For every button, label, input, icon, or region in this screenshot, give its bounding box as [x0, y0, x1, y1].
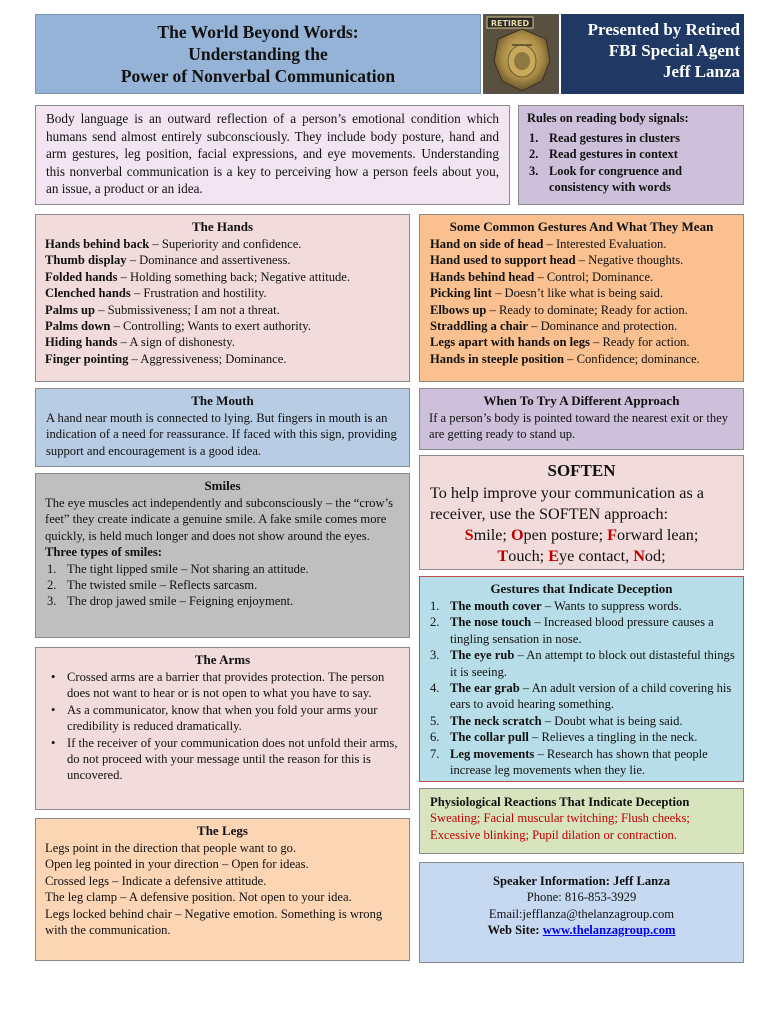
list-item: Hands behind head – Control; Dominance.: [430, 269, 654, 284]
list-item: Palms up – Submissiveness; I am not a threat.: [45, 302, 280, 317]
list-item: Picking lint – Doesn’t like what is being said.: [430, 286, 664, 301]
list-item: 3. Look for congruence and consistency with words: [529, 163, 682, 194]
list-item: 7. Leg movements – Research has shown that people increase leg movements when they lie.: [430, 746, 708, 778]
list-item: Folded hands – Holding something back; Negative attitude.: [45, 269, 351, 284]
list-item: Clenched hands – Frustration and hostility.: [45, 286, 267, 301]
approach-box: [419, 388, 744, 450]
list-item: 6. The collar pull – Relieves a tingling in the neck.: [430, 730, 698, 745]
list-item: 4. The ear grab – An adult version of a child covering his ears to avoid hearing something.: [430, 681, 732, 712]
presenter-line-2: FBI Special Agent: [608, 41, 740, 60]
list-item: 1. The tight lipped smile – Not sharing an attitude.: [47, 561, 309, 576]
list-item: Hand on side of head – Interested Evaluation.: [430, 237, 667, 251]
soften-letter-t: T: [497, 547, 509, 565]
list-item: Hands behind back – Superiority and confidence.: [45, 237, 302, 251]
speaker-email: Email:jefflanza@thelanzagroup.com: [488, 906, 675, 921]
soften-letter-f: F: [607, 526, 618, 544]
list-item: Legs apart with hands on legs – Ready for action.: [430, 335, 690, 350]
soften-line-2: Touch; Eye contact, Nod;: [497, 547, 666, 565]
list-item: 3. The drop jawed smile – Feigning enjoyment.: [47, 594, 294, 609]
list-item: Straddling a chair – Dominance and protection.: [430, 319, 678, 334]
title-line-3: Power of Nonverbal Communication: [120, 66, 396, 86]
list-item: Legs point in the direction that people want to go.: [45, 841, 297, 855]
physio-title: Physiological Reactions That Indicate Deception: [430, 795, 690, 809]
title-line-1: The World Beyond Words:: [157, 22, 359, 42]
list-item: Finger pointing – Aggressiveness; Dominance.: [45, 351, 287, 366]
badge-icon: [484, 15, 559, 94]
list-item: 2. The nose touch – Increased blood pressure causes a tingling sensation in nose.: [430, 615, 714, 646]
presenter-block: [561, 14, 744, 94]
soften-box: [419, 455, 744, 570]
soften-letter-e: E: [548, 547, 560, 565]
list-item: 2. Read gestures in context: [529, 147, 678, 162]
gestures-title: Some Common Gestures And What They Mean: [449, 219, 714, 234]
rules-box: [518, 105, 744, 205]
presenter-line-3: Jeff Lanza: [663, 62, 740, 81]
smiles-text: The eye muscles act independently and subconsciously – the “crow’s feet” they create indicate a genuine smile. A fake smile comes more quickly, is held much longer and does not show around the eyes.: [45, 496, 393, 543]
page-title: [35, 14, 481, 94]
title-line-2: Understanding the: [188, 44, 328, 64]
soften-title: SOFTEN: [547, 461, 616, 480]
list-item: Elbows up – Ready to dominate; Ready for action.: [430, 302, 688, 317]
website-link[interactable]: www.thelanzagroup.com: [542, 923, 676, 938]
rules-title: Rules on reading body signals:: [527, 111, 689, 125]
soften-text: To help improve your communication as a receiver, use the SOFTEN approach:: [430, 484, 704, 523]
arms-list: [45, 669, 400, 784]
smiles-list: [45, 561, 400, 610]
speaker-phone: Phone: 816-853-3929: [526, 890, 637, 905]
legs-box: [35, 818, 410, 961]
list-item: Hiding hands – A sign of dishonesty.: [45, 335, 235, 350]
list-item: • As a communicator, know that when you fold your arms your credibility is reduced dramatically.: [51, 702, 378, 734]
speaker-title: Speaker Information: Jeff Lanza: [492, 874, 671, 888]
deception-box: [419, 576, 744, 782]
list-item: • Crossed arms are a barrier that provides protection. The person does not want to hear or is not open to what you have to say.: [51, 670, 385, 701]
mouth-text: A hand near mouth is connected to lying. But fingers in mouth is an indication of a need for reassurance. If faced with this sign, providing support and encouragement is a good idea.: [46, 411, 397, 458]
soften-letter-o: O: [510, 526, 524, 544]
presenter-line-1: Presented by Retired: [587, 20, 740, 39]
mouth-box: [35, 388, 410, 467]
smiles-title: Smiles: [204, 478, 241, 493]
approach-text: If a person’s body is pointed toward the nearest exit or they are getting ready to stand up.: [429, 411, 729, 442]
arms-box: [35, 647, 410, 810]
list-item: Legs locked behind chair – Negative emotion. Something is wrong with the communication.: [45, 906, 383, 938]
soften-letter-n: N: [633, 547, 645, 565]
speaker-box: [419, 862, 744, 963]
intro-box: [35, 105, 510, 205]
speaker-web: Web Site: www.thelanzagroup.com: [487, 923, 676, 938]
smiles-box: [35, 473, 410, 638]
arms-title: The Arms: [194, 652, 251, 667]
list-item: Crossed legs – Indicate a defensive attitude.: [45, 873, 267, 888]
hands-title: The Hands: [191, 219, 254, 234]
list-item: The leg clamp – A defensive position. Not open to your idea.: [45, 890, 352, 905]
smiles-types-title: Three types of smiles:: [45, 545, 162, 560]
list-item: Palms down – Controlling; Wants to exert authority.: [45, 319, 311, 334]
list-item: Hand used to support head – Negative thoughts.: [430, 253, 684, 268]
intro-text: Body language is an outward reflection of a person’s emotional condition which humans send almost entirely subconsciously. They include body posture, hand and arm gestures, leg position, facial expressions, and eye movements. Understanding this nonverbal communication is a key to perceiving how a person feels about you, an issue, a product or an idea.: [46, 111, 499, 197]
legs-title: The Legs: [197, 823, 248, 838]
list-item: 1. Read gestures in clusters: [529, 131, 680, 146]
list-item: 3. The eye rub – An attempt to block out distasteful things it is seeing.: [430, 648, 735, 679]
list-item: • If the receiver of your communication does not unfold their arms, do not proceed with your message until the reason for this is uncovered.: [51, 735, 398, 783]
physio-box: [419, 788, 744, 854]
list-item: Hands in steeple position – Confidence; dominance.: [430, 351, 700, 366]
list-item: 1. The mouth cover – Wants to suppress words.: [430, 599, 682, 613]
soften-line-1: Smile; Open posture; Forward lean;: [464, 526, 699, 544]
badge-retired-label: RETIRED: [490, 19, 530, 28]
physio-text: Sweating; Facial muscular twitching; Flush cheeks; Excessive blinking; Pupil dilation or contraction.: [430, 811, 690, 842]
list-item: Thumb display – Dominance and assertiveness.: [45, 253, 291, 268]
approach-title: When To Try A Different Approach: [483, 393, 680, 408]
deception-list: [428, 598, 735, 778]
fbi-badge-image: [483, 14, 559, 94]
rules-list: [527, 130, 735, 195]
hands-box: [35, 214, 410, 382]
deception-title: Gestures that Indicate Deception: [490, 581, 673, 596]
list-item: 2. The twisted smile – Reflects sarcasm.: [47, 578, 258, 593]
list-item: Open leg pointed in your direction – Open for ideas.: [45, 857, 309, 872]
list-item: 5. The neck scratch – Doubt what is being said.: [430, 713, 683, 728]
soften-letter-s: S: [464, 526, 474, 544]
mouth-title: The Mouth: [191, 393, 254, 408]
gestures-box: [419, 214, 744, 382]
